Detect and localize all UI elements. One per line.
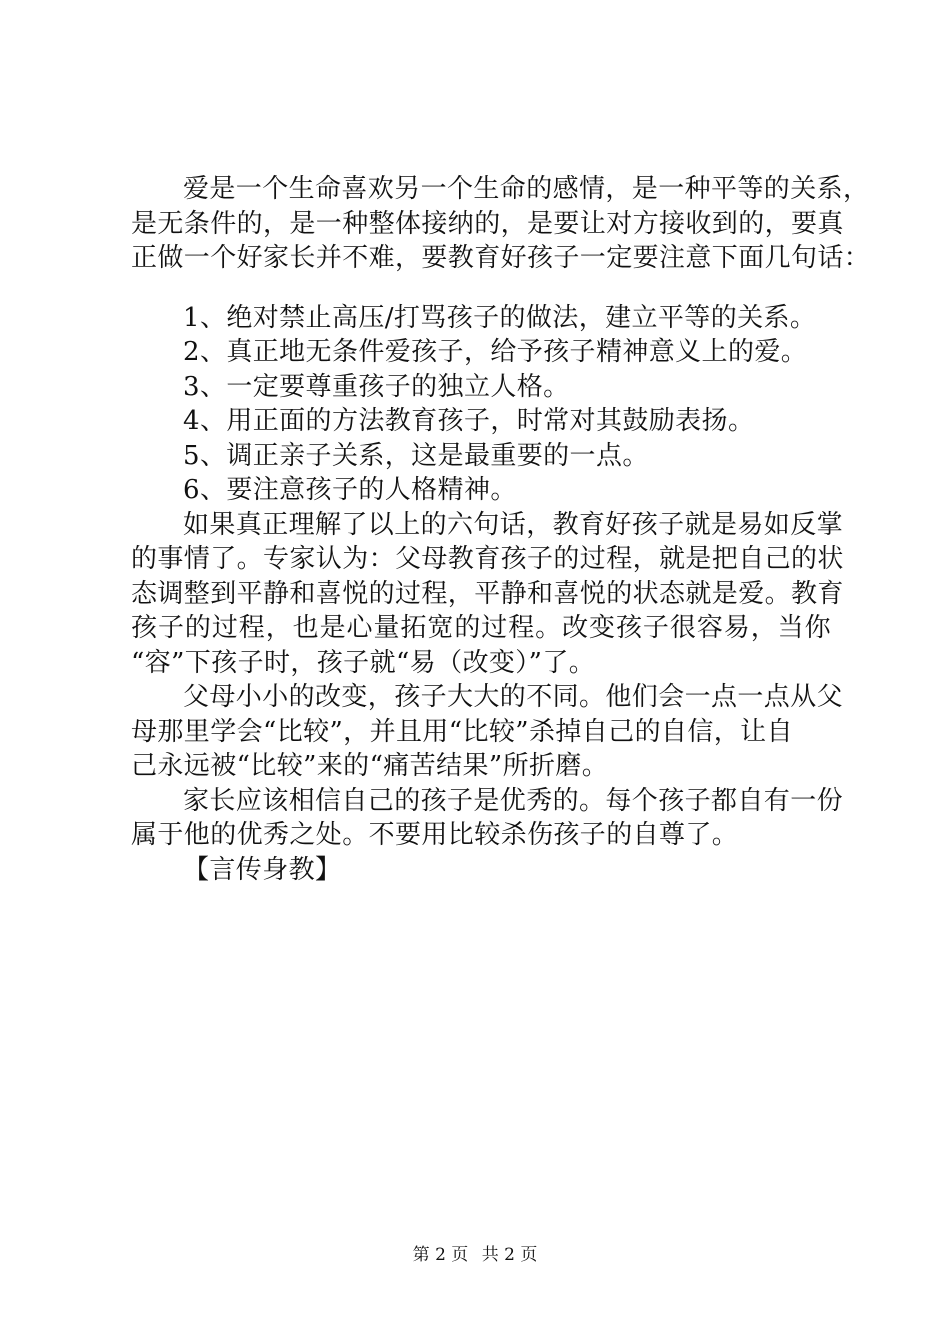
paragraph-line: 父母小小的改变，孩子大大的不同。他们会一点一点从父 xyxy=(183,682,844,712)
list-item: 1、绝对禁止高压/打骂孩子的做法，建立平等的关系。 xyxy=(183,302,817,333)
paragraph-line: 如果真正理解了以上的六句话，教育好孩子就是易如反掌 xyxy=(183,509,844,540)
page-number: 第 2 页 xyxy=(412,1245,469,1265)
paragraph-line: 孩子的过程，也是心量拓宽的过程。改变孩子很容易，当你 xyxy=(131,613,831,643)
document-body xyxy=(131,172,871,887)
paragraph-line: 己永远被“比较”来的“痛苦结果”所折磨。 xyxy=(131,751,609,781)
list-item: 6、要注意孩子的人格精神。 xyxy=(183,475,517,505)
paragraph-line: 属于他的优秀之处。不要用比较杀伤孩子的自尊了。 xyxy=(131,820,739,850)
page-total: 共 2 页 xyxy=(481,1245,538,1265)
list-item: 4、用正面的方法教育孩子，时常对其鼓励表扬。 xyxy=(183,406,755,436)
paragraph-line: 态调整到平静和喜悦的过程，平静和喜悦的状态就是爱。教育 xyxy=(131,578,844,609)
paragraph-line: “容”下孩子时，孩子就“易（改变）”了。 xyxy=(131,647,596,678)
list-item: 2、真正地无条件爱孩子，给予孩子精神意义上的爱。 xyxy=(183,337,808,367)
paragraph-gap xyxy=(131,276,831,301)
paragraph-line: 的事情了。专家认为：父母教育孩子的过程，就是把自己的状 xyxy=(131,544,844,574)
intro-line: 是无条件的，是一种整体接纳的，是要让对方接收到的，要真 xyxy=(131,208,844,239)
paragraph-line: 母那里学会“比较”，并且用“比较”杀掉自己的自信，让自 xyxy=(131,716,793,747)
list-item: 3、一定要尊重孩子的独立人格。 xyxy=(183,371,570,402)
section-heading: 【言传身教】 xyxy=(183,854,342,885)
page-footer xyxy=(0,1240,950,1265)
list-item: 5、调正亲子关系，这是最重要的一点。 xyxy=(183,440,649,471)
paragraph-line: 家长应该相信自己的孩子是优秀的。每个孩子都自有一份 xyxy=(183,785,844,816)
intro-line: 正做一个好家长并不难，要教育好孩子一定要注意下面几句话： xyxy=(131,243,871,273)
intro-line: 爱是一个生命喜欢另一个生命的感情，是一种平等的关系， xyxy=(183,174,870,204)
